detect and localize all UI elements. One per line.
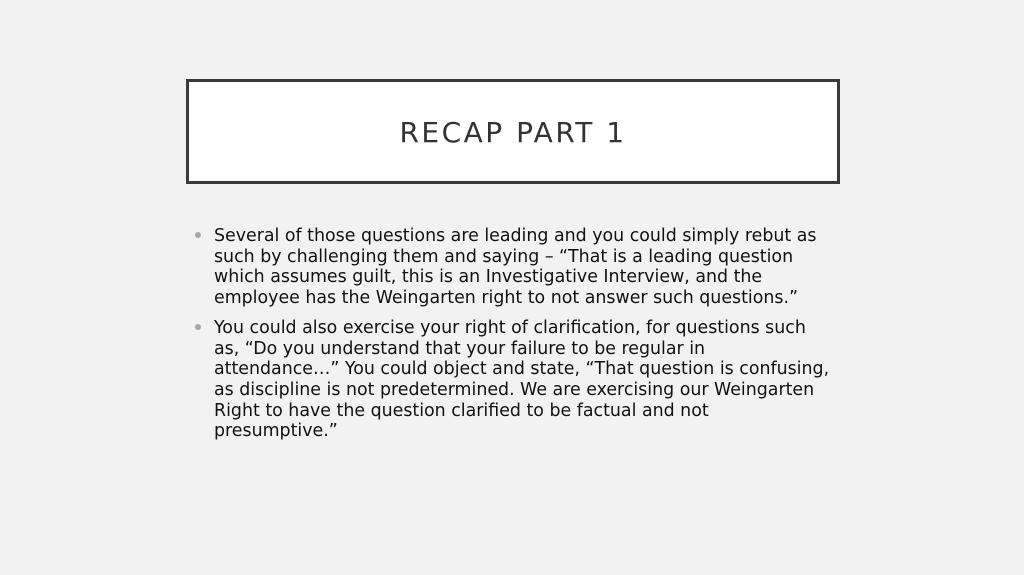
bullet-dot-icon	[195, 232, 201, 238]
bullet-text: Several of those questions are leading and you could simply rebut as such by challenging them and saying – “That is a leading question which assumes guilt, this is an Investigative Interview, and the employee has the Weingarten right to not answer such questions.”	[214, 226, 817, 309]
bullet-text: You could also exercise your right of clarification, for questions such as, “Do you understand that your failure to be regular in attendance…” You could object and state, “That question is confusing, as discipline is not predetermined. We are exercising our Weingarten Right to have the question clarified to be factual and not presumptive.”	[214, 317, 830, 442]
title-box	[186, 79, 840, 184]
bullet-list	[195, 226, 835, 451]
bullet-dot-icon	[195, 324, 201, 330]
slide-title: RECAP PART 1	[399, 116, 627, 149]
bullet-item	[195, 226, 835, 309]
bullet-item	[195, 318, 835, 442]
